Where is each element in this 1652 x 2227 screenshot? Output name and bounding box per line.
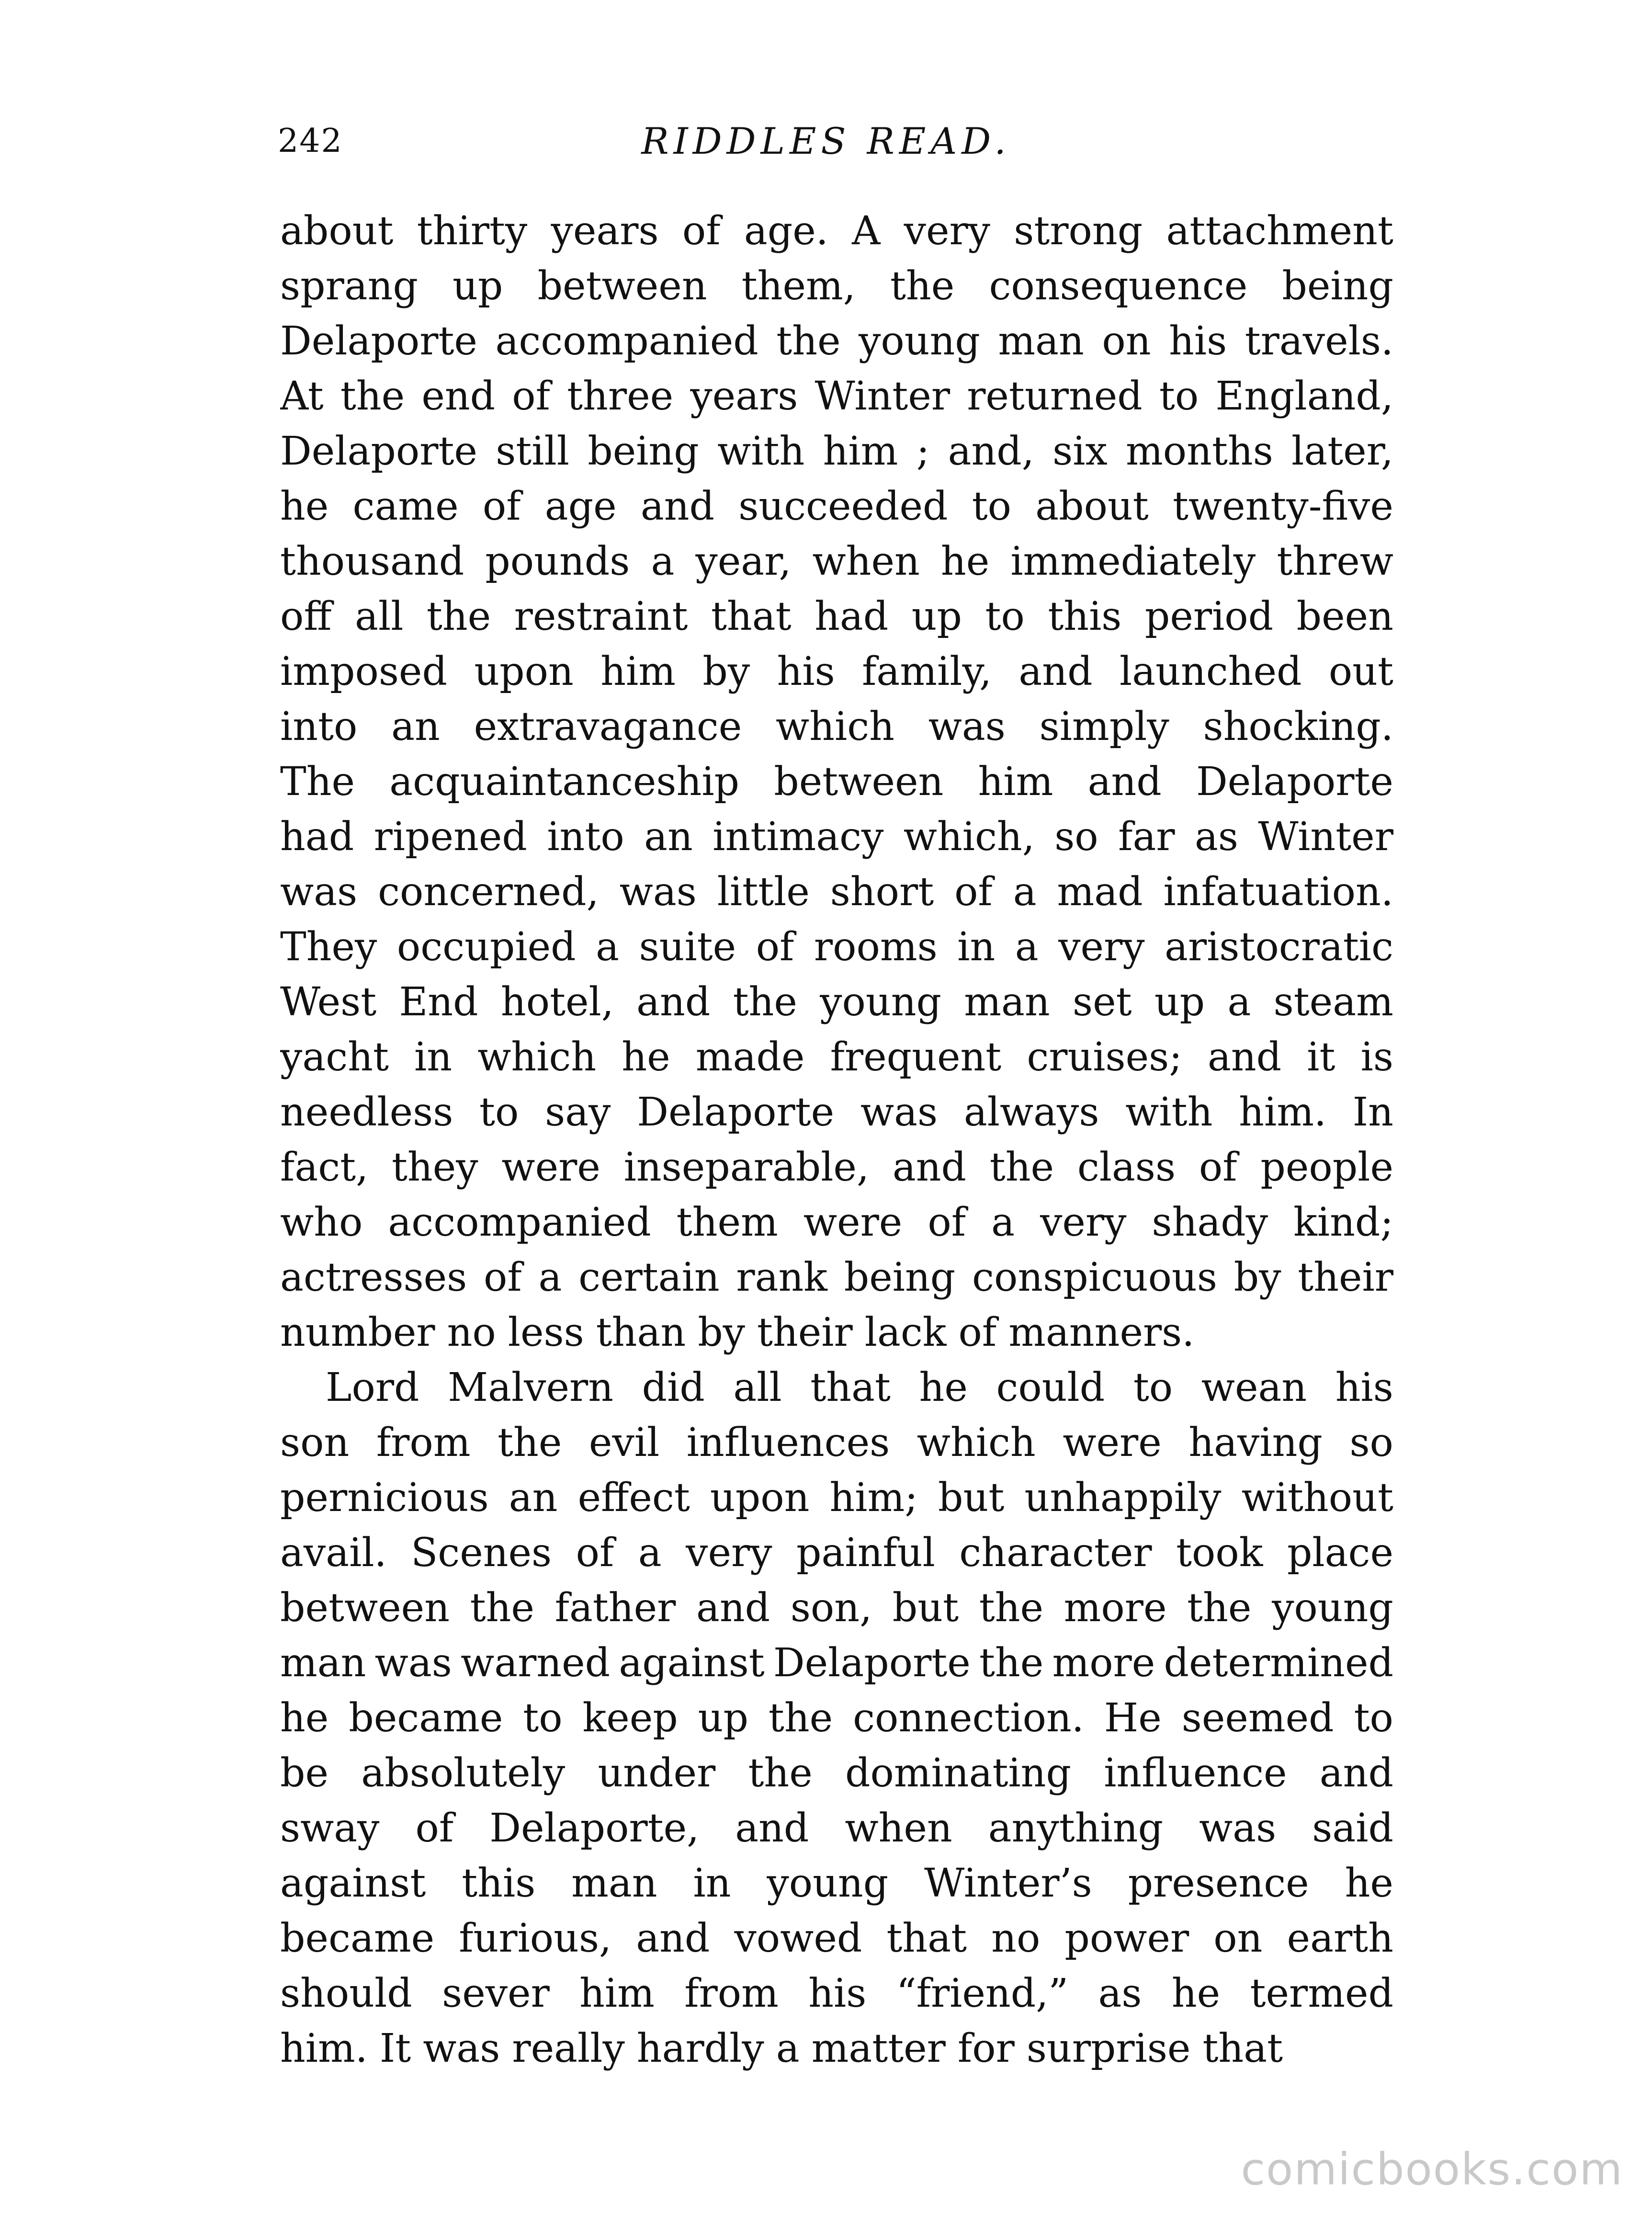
text-line: Delaporte accompanied the young man on his travels. [280,318,1393,364]
text-line: about thirty years of age. A very strong attachment [280,208,1393,254]
text-line: pernicious an effect upon him; but unhappily without [280,1475,1393,1521]
text-line: off all the restraint that had up to this period been [280,594,1393,639]
text-line: needless to say Delaporte was always with him. In [280,1090,1393,1135]
text-line: against this man in young Winter’s presence he [280,1861,1393,1906]
text-line: West End hotel, and the young man set up a steam [280,979,1393,1025]
text-line: sprang up between them, the consequence being [280,263,1393,309]
text-line: he came of age and succeeded to about twenty-five [280,484,1393,529]
page-number: 242 [278,122,343,160]
text-line: man was warned against Delaporte the more determined [280,1640,1393,1686]
text-line: The acquaintanceship between him and Delaporte [280,759,1393,805]
text-line: into an extravagance which was simply shocking. [280,704,1393,750]
text-line: he became to keep up the connection. He seemed to [280,1695,1393,1741]
text-line: between the father and son, but the more the young [280,1585,1393,1631]
text-line: imposed upon him by his family, and launched out [280,649,1393,694]
text-line: fact, they were inseparable, and the class of people [280,1145,1393,1190]
text-line: became furious, and vowed that no power on earth [280,1916,1393,1961]
text-line: They occupied a suite of rooms in a very aristocratic [280,924,1393,970]
text-line: Delaporte still being with him ; and, six months later, [280,429,1393,474]
text-line: had ripened into an intimacy which, so far as Winter [280,814,1393,860]
text-line: number no less than by their lack of manners. [280,1310,1195,1355]
text-line: At the end of three years Winter returned to England, [280,374,1393,419]
text-line: who accompanied them were of a very shady kind; [280,1200,1393,1245]
text-line: thousand pounds a year, when he immediately threw [280,539,1393,584]
body-text [280,204,1393,2076]
text-line: avail. Scenes of a very painful character took place [280,1530,1393,1576]
text-line: yacht in which he made frequent cruises; and it is [280,1034,1393,1080]
running-title: RIDDLES READ. [641,120,1011,162]
text-line: him. It was really hardly a matter for surprise that [280,2026,1283,2071]
text-line: Lord Malvern did all that he could to wean his [326,1365,1393,1410]
watermark: comicbooks.com [1241,2144,1623,2195]
running-head [0,115,1652,168]
text-line: should sever him from his “friend,” as he termed [280,1971,1393,2016]
text-line: actresses of a certain rank being conspicuous by their [280,1255,1393,1300]
text-line: be absolutely under the dominating influence and [280,1750,1393,1796]
text-line: was concerned, was little short of a mad infatuation. [280,869,1393,915]
text-line: sway of Delaporte, and when anything was said [280,1806,1393,1851]
text-line: son from the evil influences which were having so [280,1420,1393,1466]
